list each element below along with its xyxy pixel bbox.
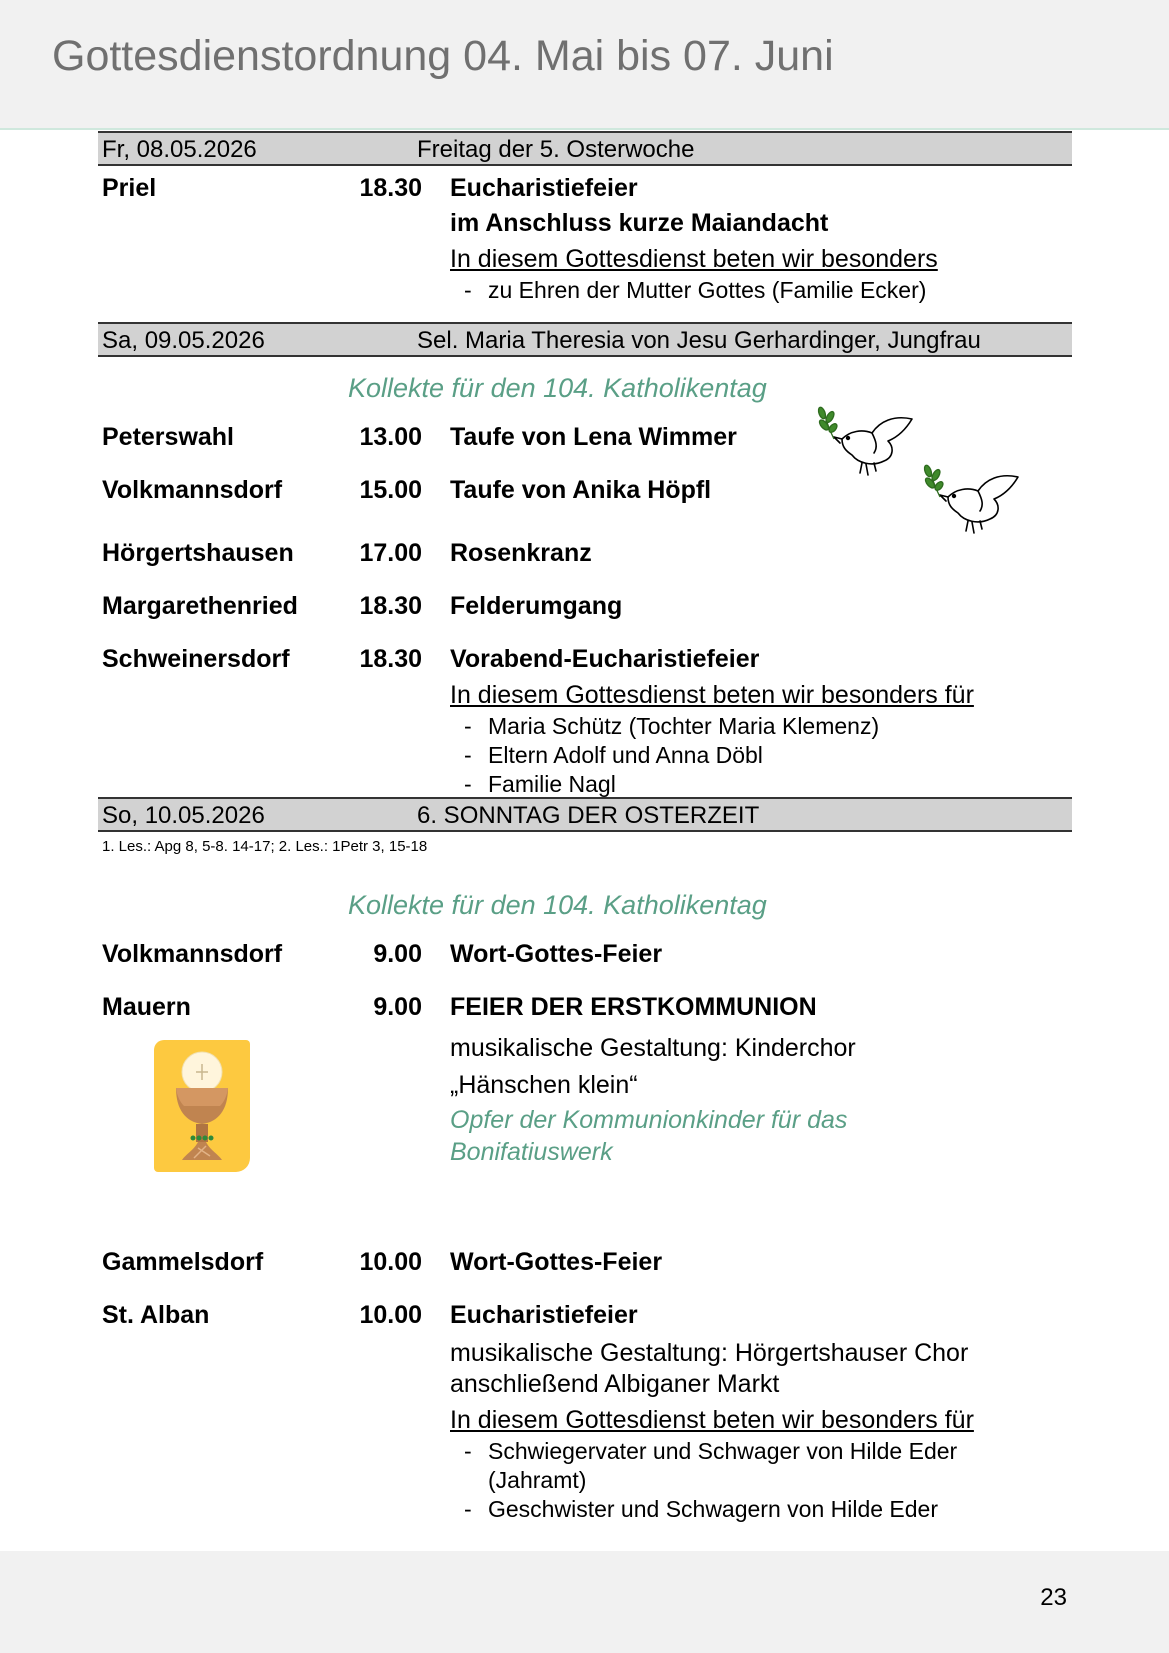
intentions-list — [488, 276, 1072, 305]
service-name: Wort-Gottes-Feier — [450, 940, 663, 968]
service-name: Vorabend-Eucharistiefeier — [450, 645, 760, 673]
service-place: St. Alban — [102, 1301, 210, 1329]
date-bar-sat — [98, 322, 1072, 357]
service-row — [98, 637, 1072, 690]
service-time: 9.00 — [373, 940, 422, 968]
page-header — [0, 0, 1169, 130]
readings-note: 1. Les.: Apg 8, 5-8. 14-17; 2. Les.: 1Petr 3, 15-18 — [102, 838, 428, 855]
page-footer — [0, 1551, 1169, 1653]
service-row — [98, 985, 1072, 1038]
service-place: Margarethenried — [102, 592, 298, 620]
date-bar-sun — [98, 797, 1072, 832]
dove-olive-branch-icon — [814, 401, 924, 491]
collection-note: Kollekte für den 104. Katholikentag — [348, 373, 767, 403]
schedule — [98, 131, 1072, 1524]
intentions-list — [488, 1437, 1072, 1524]
service-time: 18.30 — [359, 645, 422, 673]
list-item: - zu Ehren der Mutter Gottes (Familie Ecker) — [488, 276, 1072, 305]
service-place: Hörgertshausen — [102, 539, 294, 567]
service-place: Volkmannsdorf — [102, 476, 283, 504]
service-place: Schweinersdorf — [102, 645, 290, 673]
day-date: Fr, 08.05.2026 — [102, 136, 257, 163]
day-feast: Freitag der 5. Osterwoche — [417, 136, 695, 163]
service-time: 10.00 — [359, 1301, 422, 1329]
list-item: - Eltern Adolf und Anna Döbl — [488, 741, 1072, 770]
market-note: anschließend Albiganer Markt — [450, 1370, 780, 1398]
service-row — [98, 1293, 1072, 1346]
service-time: 9.00 — [373, 993, 422, 1021]
service-name: Eucharistiefeier — [450, 174, 638, 202]
service-time: 18.30 — [359, 174, 422, 202]
service-name: Wort-Gottes-Feier — [450, 1248, 663, 1276]
offering-note: Opfer der Kommunionkinder für das Bonifatiuswerk — [450, 1106, 848, 1166]
service-time: 18.30 — [359, 592, 422, 620]
music-note: „Hänschen klein“ — [450, 1071, 638, 1099]
service-time: 13.00 — [359, 423, 422, 451]
intentions-heading: In diesem Gottesdienst beten wir besonders für — [450, 1406, 974, 1434]
list-item: - Geschwister und Schwagern von Hilde Eder — [488, 1495, 1072, 1524]
page-number: 23 — [1040, 1584, 1067, 1611]
intentions-heading: In diesem Gottesdienst beten wir besonders — [450, 245, 938, 273]
service-name: Felderumgang — [450, 592, 623, 620]
service-time: 10.00 — [359, 1248, 422, 1276]
service-name: FEIER DER ERSTKOMMUNION — [450, 993, 817, 1021]
day-feast: Sel. Maria Theresia von Jesu Gerhardinger, Jungfrau — [417, 327, 981, 354]
intentions-list — [488, 712, 1072, 799]
chalice-host-icon — [154, 1040, 250, 1172]
service-name: Taufe von Anika Höpfl — [450, 476, 712, 504]
service-time: 15.00 — [359, 476, 422, 504]
service-row — [98, 932, 1072, 985]
service-name: Eucharistiefeier — [450, 1301, 638, 1329]
collection-note: Kollekte für den 104. Katholikentag — [348, 890, 767, 920]
date-bar-fri — [98, 131, 1072, 166]
day-date: So, 10.05.2026 — [102, 802, 265, 829]
day-date: Sa, 09.05.2026 — [102, 327, 265, 354]
service-name: Taufe von Lena Wimmer — [450, 423, 737, 451]
service-row — [98, 531, 1072, 584]
service-row — [98, 1240, 1072, 1293]
music-note: musikalische Gestaltung: Kinderchor — [450, 1034, 856, 1062]
list-item: - Schwiegervater und Schwager von Hilde Eder (Jahramt) — [488, 1437, 1008, 1495]
service-place: Gammelsdorf — [102, 1248, 264, 1276]
service-place: Priel — [102, 174, 157, 202]
music-note: musikalische Gestaltung: Hörgertshauser Chor — [450, 1339, 969, 1367]
list-item: - Familie Nagl — [488, 770, 1072, 799]
service-extra: im Anschluss kurze Maiandacht — [450, 209, 829, 237]
service-row — [98, 166, 1072, 219]
page-title: Gottesdienstordnung 04. Mai bis 07. Juni — [52, 32, 834, 80]
service-place: Peterswahl — [102, 423, 235, 451]
list-item: - Maria Schütz (Tochter Maria Klemenz) — [488, 712, 1072, 741]
service-place: Mauern — [102, 993, 191, 1021]
service-row — [98, 584, 1072, 637]
intentions-heading: In diesem Gottesdienst beten wir besonders für — [450, 681, 974, 709]
service-name: Rosenkranz — [450, 539, 592, 567]
service-place: Volkmannsdorf — [102, 940, 283, 968]
day-feast: 6. SONNTAG DER OSTERZEIT — [417, 802, 760, 829]
service-time: 17.00 — [359, 539, 422, 567]
